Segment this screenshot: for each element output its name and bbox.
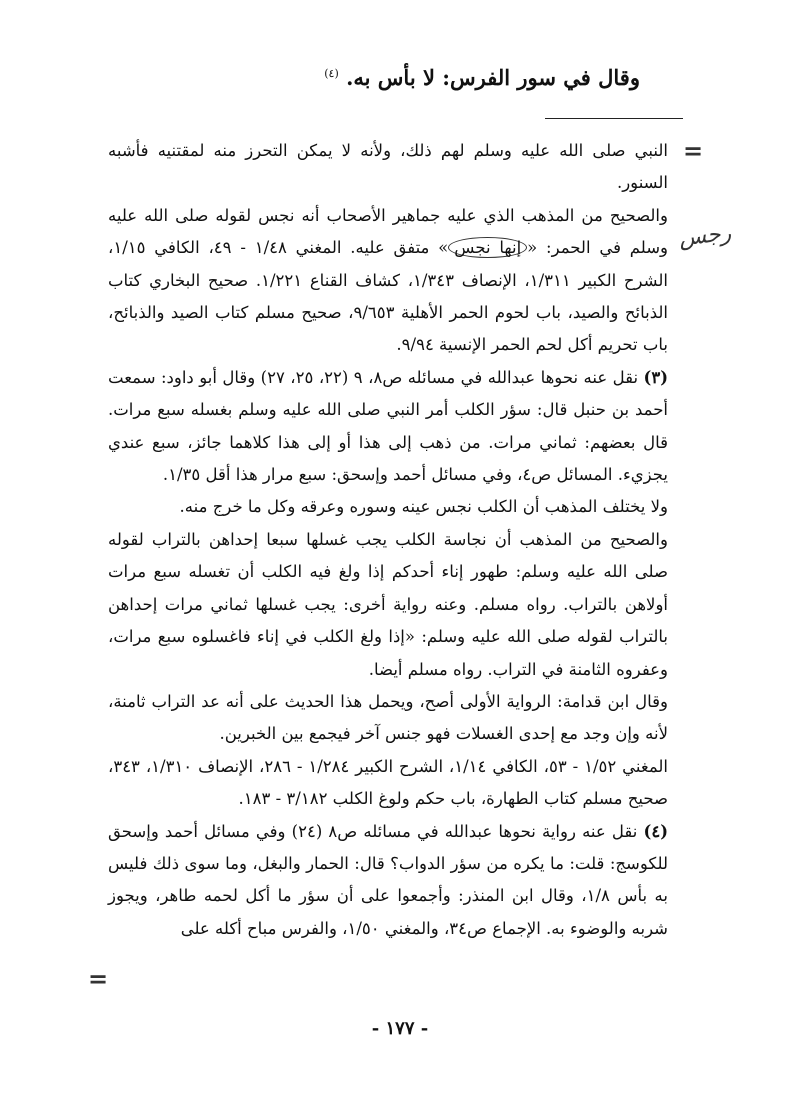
footnote-reference: (٤) xyxy=(324,67,339,80)
page-number: - ١٧٧ - xyxy=(371,1018,429,1039)
margin-continuation-mark-bottom: = xyxy=(88,964,109,993)
circled-phrase: إنها نجس xyxy=(448,237,527,258)
footnote-number: (٤) xyxy=(643,821,668,841)
footnote-number: (٣) xyxy=(643,367,669,387)
footnote-paragraph: المغني ١/٥٢ - ٥٣، الكافي ١/١٤، الشرح الكبير ١/٢٨٤ - ٢٨٦، الإنصاف ١/٣١٠، ٣٤٣، صحيح مسلم كتاب الطهارة، باب حكم ولوغ الكلب ٣/١٨٢ - ١٨٣. xyxy=(108,756,668,809)
main-text: وقال في سور الفرس: لا بأس به. xyxy=(346,65,640,90)
footnote-4: (٤) نقل عنه رواية نحوها عبدالله في مسائله ص٨ (٢٤) وفي مسائل أحمد وإسحق للكوسج: قلت: ما يكره من سؤر الدواب؟ قال: الحمار والبغل، وما سوى ذلك فليس به بأس ١/٨، وقال ابن المنذر: وأجمعوا على أن سؤر ما أكل لحمه طاهر، ويجوز شربه والوضوء به. الإجماع ص٣٤، والمغني ١/٥٠، والفرس مباح أكله على xyxy=(108,821,668,938)
footnote-separator xyxy=(545,118,683,119)
margin-continuation-mark-top: = xyxy=(683,136,704,165)
footnotes-section xyxy=(108,135,668,945)
footnote-3: (٣) نقل عنه نحوها عبدالله في مسائله ص٨، ٩ (٢٢، ٢٥، ٢٧) وقال أبو داود: سمعت أحمد بن حنبل قال: سؤر الكلب أمر النبي صلى الله عليه وسلم بغسله سبع مرات. قال بعضهم: ثماني مرات. من ذهب إلى هذا أو إلى هذا كلاهما جائز، سبع عندي يجزيء. المسائل ص٤، وفي مسائل أحمد وإسحق: سبع مرار هذا أقل ١/٣٥. xyxy=(108,367,669,485)
footnote-paragraph: وقال ابن قدامة: الرواية الأولى أصح، ويحمل هذا الحديث على أنه عد التراب ثامنة، لأنه وإن وجد مع إحدى الغسلات فهو جنس آخر فيجمع بين الخبرين. xyxy=(108,691,668,744)
footnote-paragraph: النبي صلى الله عليه وسلم لهم ذلك، ولأنه لا يمكن التحرز منه لمقتنيه فأشبه السنور. xyxy=(108,141,668,193)
footnote-paragraph: والصحيح من المذهب الذي عليه جماهير الأصحاب أنه نجس لقوله صلى الله عليه وسلم في الحمر: «إنها نجس» متفق عليه. المغني ١/٤٨ - ٤٩، الكافي ١/١٥، الشرح الكبير ١/٣١١، الإنصاف ١/٣٤٣، كشاف القناع ١/٢٢١. صحيح البخاري كتاب الذبائح والصيد، باب لحوم الحمر الأهلية ٩/٦٥٣، صحيح مسلم كتاب الصيد والذبائح، باب تحريم أكل لحم الحمر الإنسية ٩/٩٤. xyxy=(108,205,668,355)
main-text-line xyxy=(160,58,640,94)
footnote-paragraph: والصحيح من المذهب أن نجاسة الكلب يجب غسلها سبعا إحداهن بالتراب لقوله صلى الله عليه وسلم: طهور إناء أحدكم إذا ولغ فيه الكلب أن تغسله سبع مرات أولاهن بالتراب. رواه مسلم. وعنه رواية أخرى: يجب غسلها ثماني مرات إحداهن بالتراب لقوله صلى الله عليه وسلم: «إذا ولغ الكلب في إناء فاغسلوه سبع مرات، وعفروه الثامنة في التراب. رواه مسلم أيضا. xyxy=(108,529,668,679)
footnote-paragraph: ولا يختلف المذهب أن الكلب نجس عينه وسوره وعرقه وكل ما خرج منه. xyxy=(179,497,668,517)
handwritten-margin-note: رجس xyxy=(677,220,733,252)
